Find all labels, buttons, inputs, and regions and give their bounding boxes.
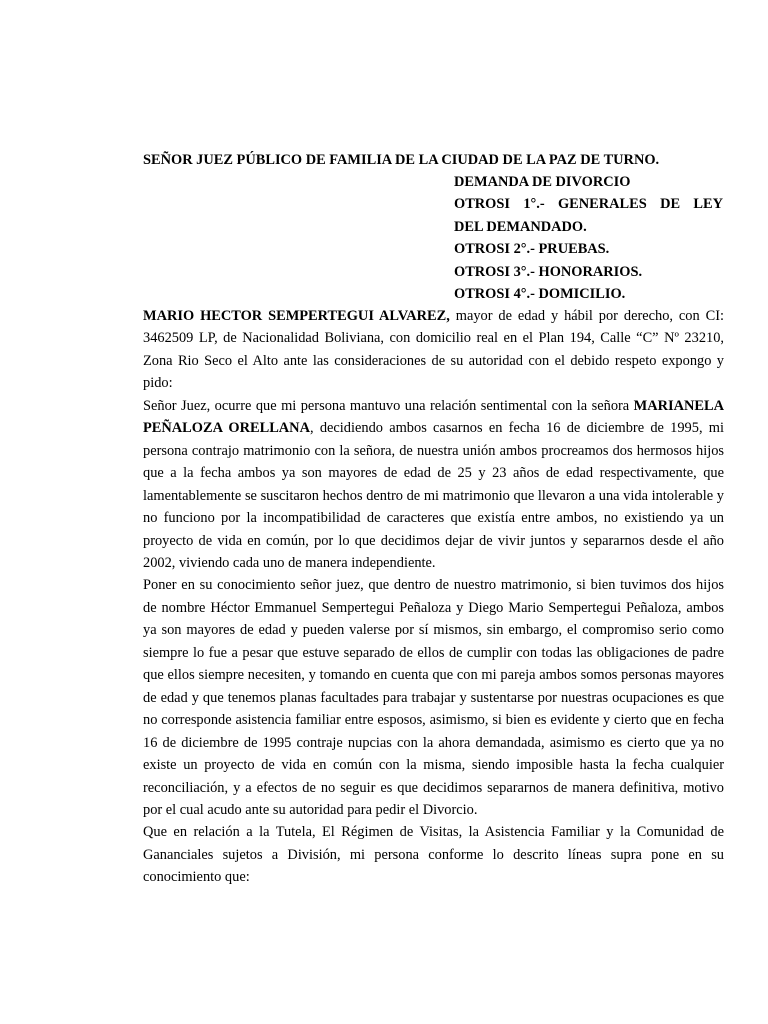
paragraph-plaintiff: [143, 305, 724, 395]
paragraph-children: Poner en su conocimiento señor juez, que dentro de nuestro matrimonio, si bien tuvimos dos hijos de nombre Héctor Emmanuel Sempertegui Peñaloza y Diego Mario Sempertegui Peñaloza, ambos ya son mayores de edad y pueden valerse por sí mismos, sin embargo, el compromiso serio como siempre lo fue a pesar que estuve separado de ellos de cumplir con todas las obligaciones de padre que ellos siempre necesiten, y tomando en cuenta que con mi pareja ambos somos personas mayores de edad y que tenemos planas facultades para trabajar y sustentarse por nuestras ocupaciones es que no corresponde asistencia familiar entre esposos, asimismo, si bien es evidente y cierto que en fecha 16 de diciembre de 1995 contraje nupcias con la ahora demandada, asimismo es cierto que ya no existe un proyecto de vida en común con la misma, siendo imposible hasta la fecha cualquier reconciliación, y a efectos de no seguir es que decidimos separarnos de manera definitiva, motivo por el cual acudo ante su autoridad para pedir el Divorcio.: [143, 577, 724, 818]
paragraph-facts: [143, 395, 724, 575]
defendant-name: MARIANELA PEÑALOZA ORELLANA: [143, 397, 724, 437]
document-heading: SEÑOR JUEZ PÚBLICO DE FAMILIA DE LA CIUDAD DE LA PAZ DE TURNO.: [143, 152, 660, 168]
otrosi-item-2: OTROSI 2°.- PRUEBAS.: [454, 241, 610, 258]
otrosi-list: [454, 171, 724, 305]
otrosi-item-demanda: DEMANDA DE DIVORCIO: [454, 174, 631, 190]
document-body: [143, 305, 724, 889]
plaintiff-name: MARIO HECTOR SEMPERTEGUI ALVAREZ,: [143, 308, 450, 324]
otrosi-item-3: OTROSI 3°.- HONORARIOS.: [454, 263, 643, 280]
paragraph-plaintiff-text: mayor de edad y hábil por derecho, con CI: 3462509 LP, de Nacionalidad Boliviana, con domicilio real en el Plan 194, Calle “C” Nº 23210, Zona Rio Seco el Alto ante las consideraciones de su autoridad con el debido respeto expongo y pido:: [143, 308, 724, 392]
otrosi-item-1-cont: DEL DEMANDADO.: [454, 218, 587, 235]
paragraph-tutela: Que en relación a la Tutela, El Régimen de Visitas, la Asistencia Familiar y la Comunidad de Gananciales sujetos a División, mi persona conforme lo descrito líneas supra pone en su conocimiento que:: [143, 824, 724, 886]
paragraph-facts-text-a: Señor Juez, ocurre que mi persona mantuvo una relación sentimental con la señora: [143, 397, 634, 414]
otrosi-item-1: OTROSI 1°.- GENERALES DE LEY: [454, 196, 723, 213]
paragraph-facts-text-b: , decidiendo ambos casarnos en fecha 16 de diciembre de 1995, mi persona contrajo matrimonio con la señora, de nuestra unión ambos procreamos dos hermosos hijos que a la fecha ambos ya son mayores de edad de 25 y 23 años de edad respectivamente, que lamentablemente se suscitaron hechos dentro de mi matrimonio que llevaron a una vida intolerable y no funciono por la incompatibilidad de caracteres que existía entre ambos, no existiendo ya un proyecto de vida en común, por lo que decidimos dejar de vivir juntos y separarnos desde el año 2002, viviendo cada uno de manera independiente.: [143, 420, 724, 571]
otrosi-item-4: OTROSI 4°.- DOMICILIO.: [454, 286, 626, 303]
